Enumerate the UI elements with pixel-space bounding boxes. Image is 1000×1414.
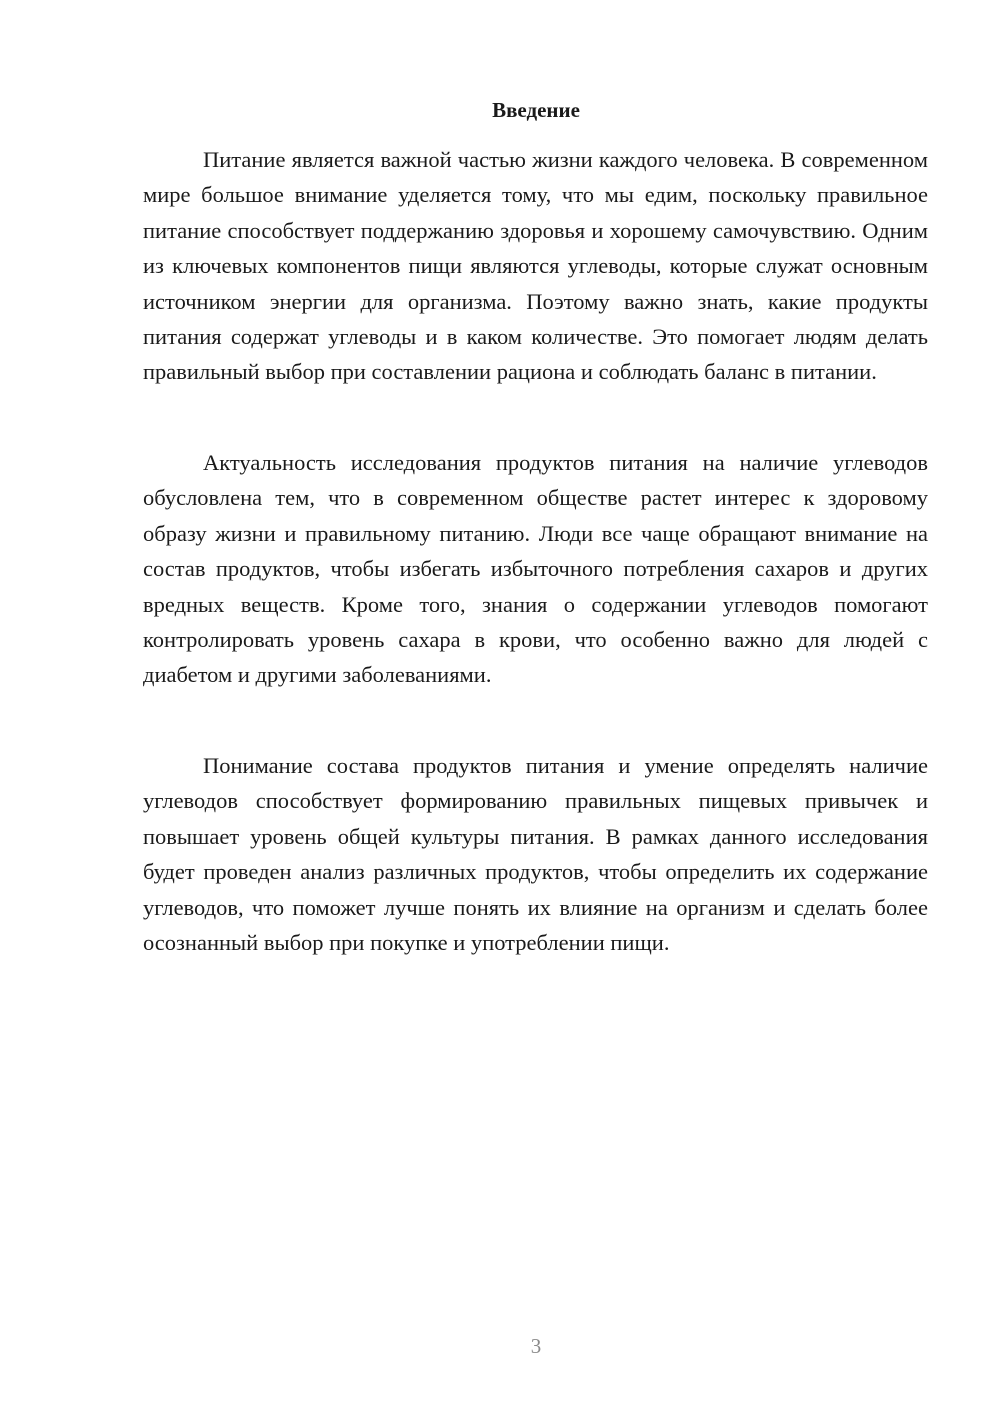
paragraph-2: Актуальность исследования продуктов питания на наличие углеводов обусловлена тем, что в современном обществе растет интерес к здоровому образу жизни и правильному питанию. Люди все чаще обращают внимание на состав продуктов, чтобы избегать избыточного потребления сахаров и других вредных веществ. Кроме того, знания о содержании углеводов помогают контролировать уровень сахара в крови, что особенно важно для людей с диабетом и другими заболеваниями. <box>143 450 928 688</box>
paragraph-block-2 <box>143 445 928 693</box>
page-number: 3 <box>530 1334 542 1358</box>
paragraph-block-3 <box>143 748 928 960</box>
paragraph-3: Понимание состава продуктов питания и умение определять наличие углеводов способствует формированию правильных пищевых привычек и повышает уровень общей культуры питания. В рамках данного исследования будет проведен анализ различных продуктов, чтобы определить их содержание углеводов, что поможет лучше понять их влияние на организм и сделать более осознанный выбор при покупке и употреблении пищи. <box>143 753 928 956</box>
paragraph-1: Питание является важной частью жизни каждого человека. В современном мире большое внимание уделяется тому, что мы едим, поскольку правильное питание способствует поддержанию здоровья и хорошему самочувствию. Одним из ключевых компонентов пищи являются углеводы, которые служат основным источником энергии для организма. Поэтому важно знать, какие продукты питания содержат углеводы и в каком количестве. Это помогает людям делать правильный выбор при составлении рациона и соблюдать баланс в питании. <box>143 147 928 385</box>
paragraph-block-1 <box>143 142 928 390</box>
section-heading: Введение <box>492 98 580 122</box>
